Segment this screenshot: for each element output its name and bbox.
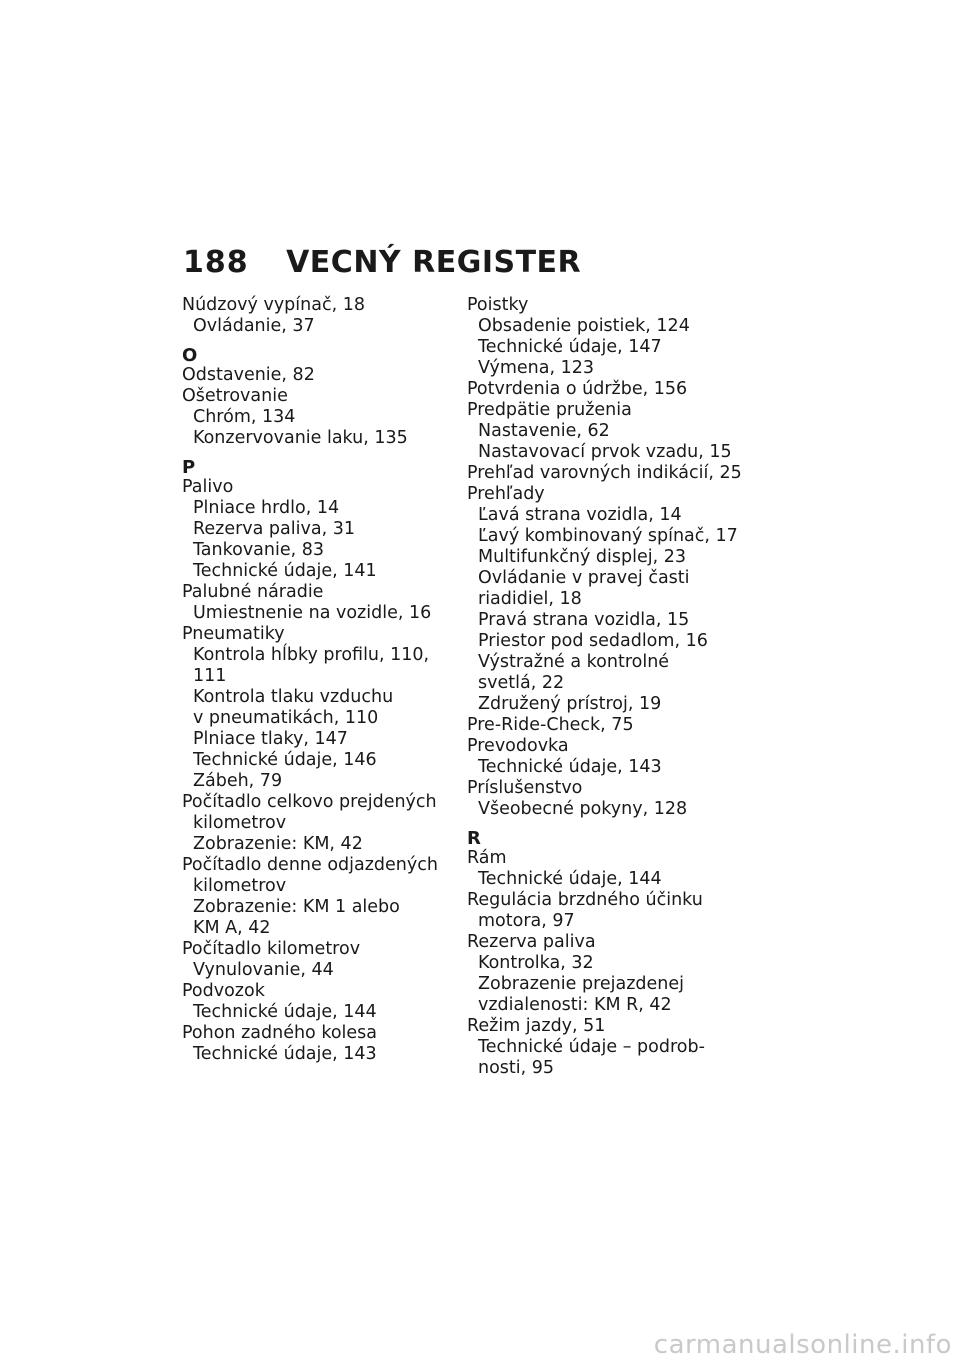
index-subentry: Technické údaje, 143 — [478, 757, 662, 777]
index-entry: Rám — [467, 848, 507, 868]
index-subentry: riadidiel, 18 — [478, 589, 582, 609]
index-subentry: vzdialenosti: KM R, 42 — [478, 995, 672, 1015]
index-entry: Predpätie pruženia — [467, 400, 632, 420]
index-subentry: Technické údaje, 147 — [478, 337, 662, 357]
index-subentry: Rezerva paliva, 31 — [193, 519, 355, 539]
index-section-letter: R — [467, 828, 481, 849]
index-entry: Pohon zadného kolesa — [182, 1023, 378, 1043]
index-subentry: Technické údaje, 143 — [193, 1044, 377, 1064]
index-subentry: Umiestnenie na vozidle, 16 — [193, 603, 432, 623]
index-entry: Odstavenie, 82 — [182, 365, 315, 385]
index-subentry: Technické údaje, 141 — [193, 561, 377, 581]
index-subentry: Zobrazenie prejazdenej — [478, 974, 685, 994]
watermark: carmanualsonline.info — [653, 1330, 952, 1360]
index-subentry: Zobrazenie: KM, 42 — [193, 834, 363, 854]
index-subentry: Kontrolka, 32 — [478, 953, 594, 973]
index-entry: Počítadlo celkovo prejdených — [182, 792, 437, 812]
index-subentry: Nastavenie, 62 — [478, 421, 610, 441]
index-subentry: Technické údaje – podrob- — [478, 1037, 705, 1057]
index-entry: Príslušenstvo — [467, 778, 583, 798]
index-subentry: Vynulovanie, 44 — [193, 960, 334, 980]
index-subentry: Nastavovací prvok vzadu, 15 — [478, 442, 732, 462]
index-entry: Počítadlo denne odjazdených — [182, 855, 438, 875]
index-subentry: Zobrazenie: KM 1 alebo — [193, 897, 400, 917]
index-entry: Núdzový vypínač, 18 — [182, 295, 365, 315]
index-section-letter: O — [182, 345, 198, 366]
index-entry: Regulácia brzdného účinku — [467, 890, 703, 910]
index-subentry: v pneumatikách, 110 — [193, 708, 379, 728]
index-subentry: Obsadenie poistiek, 124 — [478, 316, 690, 336]
index-subentry: nosti, 95 — [478, 1058, 555, 1078]
index-entry: Ošetrovanie — [182, 386, 288, 406]
index-subentry: Technické údaje, 144 — [193, 1002, 377, 1022]
index-subentry: kilometrov — [193, 876, 287, 896]
index-subentry: Ovládanie v pravej časti — [478, 568, 690, 588]
index-subentry: Výstražné a kontrolné — [478, 652, 670, 672]
index-subentry: Zábeh, 79 — [193, 771, 283, 791]
index-subentry: Ľavá strana vozidla, 14 — [478, 505, 682, 525]
index-subentry: Ľavý kombinovaný spínač, 17 — [478, 526, 738, 546]
index-entry: Pneumatiky — [182, 624, 285, 644]
index-entry: Prehľady — [467, 484, 545, 504]
index-entry: Pre-Ride-Check, 75 — [467, 715, 634, 735]
index-subentry: Ovládanie, 37 — [193, 316, 315, 336]
index-subentry: Konzervovanie laku, 135 — [193, 428, 408, 448]
index-subentry: Plniace tlaky, 147 — [193, 729, 348, 749]
index-subentry: Plniace hrdlo, 14 — [193, 498, 340, 518]
index-subentry: Technické údaje, 146 — [193, 750, 377, 770]
page-title: VECNÝ REGISTER — [286, 245, 582, 280]
index-entry: Poistky — [467, 295, 529, 315]
index-section-letter: P — [182, 457, 196, 478]
index-subentry: Technické údaje, 144 — [478, 869, 662, 889]
index-column-right — [467, 295, 767, 1079]
index-column-left — [182, 295, 462, 1065]
index-subentry: kilometrov — [193, 813, 287, 833]
index-entry: Potvrdenia o údržbe, 156 — [467, 379, 688, 399]
index-subentry: Tankovanie, 83 — [193, 540, 325, 560]
index-subentry: Pravá strana vozidla, 15 — [478, 610, 690, 630]
index-entry: Prehľad varovných indikácií, 25 — [467, 463, 742, 483]
index-entry: Režim jazdy, 51 — [467, 1016, 606, 1036]
page-header — [183, 245, 581, 280]
page-number: 188 — [183, 245, 249, 280]
index-entry: Palivo — [182, 477, 234, 497]
index-subentry: Kontrola hĺbky profilu, 110, — [193, 645, 430, 665]
index-entry: Počítadlo kilometrov — [182, 939, 361, 959]
index-subentry: Kontrola tlaku vzduchu — [193, 687, 394, 707]
index-subentry: Združený prístroj, 19 — [478, 694, 662, 714]
index-subentry: Priestor pod sedadlom, 16 — [478, 631, 708, 651]
index-subentry: 111 — [193, 666, 227, 686]
index-entry: Rezerva paliva — [467, 932, 596, 952]
index-entry: Podvozok — [182, 981, 265, 1001]
index-entry: Palubné náradie — [182, 582, 324, 602]
index-subentry: motora, 97 — [478, 911, 575, 931]
index-subentry: KM A, 42 — [193, 918, 271, 938]
index-subentry: Chróm, 134 — [193, 407, 296, 427]
index-subentry: Multifunkčný displej, 23 — [478, 547, 686, 567]
index-subentry: svetlá, 22 — [478, 673, 565, 693]
index-subentry: Všeobecné pokyny, 128 — [478, 799, 688, 819]
index-entry: Prevodovka — [467, 736, 569, 756]
index-subentry: Výmena, 123 — [478, 358, 595, 378]
